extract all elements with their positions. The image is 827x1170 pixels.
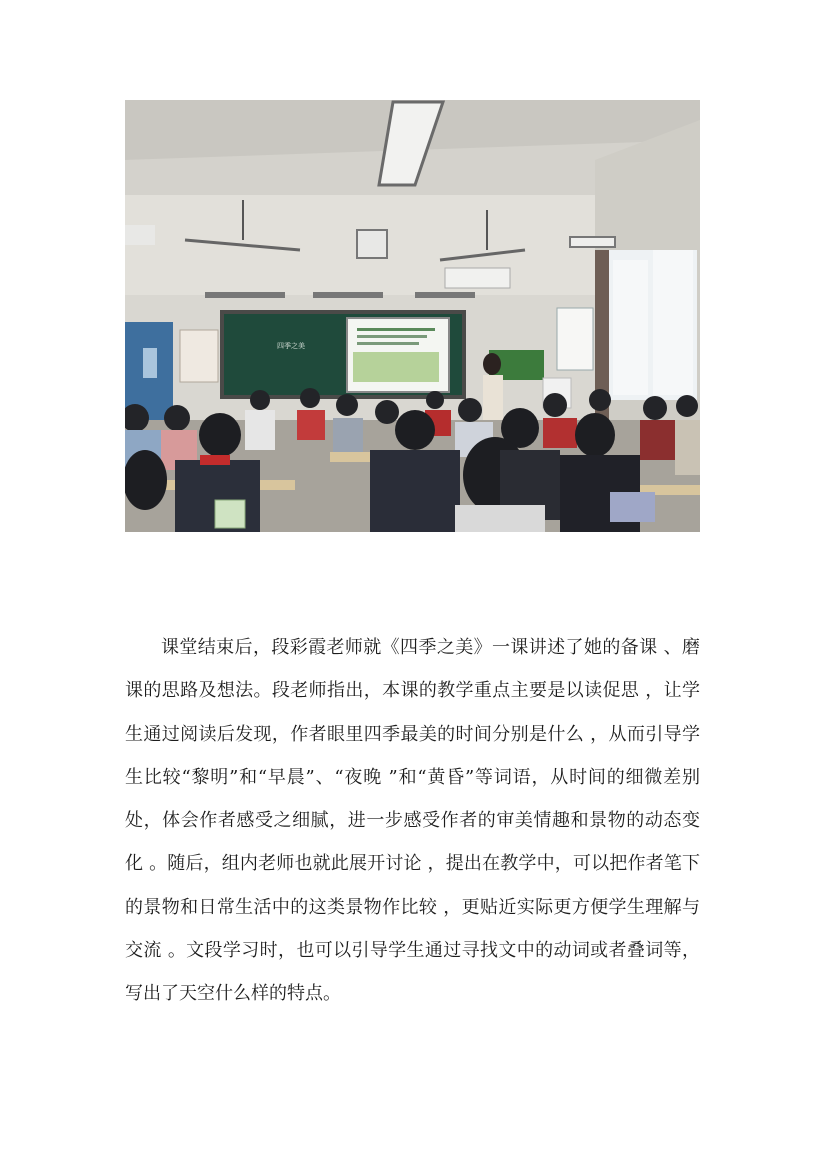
body-text	[125, 626, 700, 1016]
article-paragraph: 课堂结束后，段彩霞老师就《四季之美》一课讲述了她的备课 、磨课的思路及想法。段老师指出，本课的教学重点主要是以读促思 ，让学生通过阅读后发现，作者眼里四季最美的时间分别是什么 ，从而引导学生比较“黎明”和“早晨”、“夜晚 ”和“黄昏”等词语，从时间的细微差别处，体会作者感受之细腻，进一步感受作者的审美情趣和景物的动态变化 。随后，组内老师也就此展开讨论 ，提出在教学中，可以把作者笔下的景物和日常生活中的这类景物作比较 ，更贴近实际更方便学生理解与交流 。文段学习时，也可以引导学生通过寻找文中的动词或者叠词等，写出了天空什么样的特点。	[125, 637, 700, 1005]
classroom-photo	[125, 100, 700, 532]
blackboard-text: 四季之美	[277, 342, 305, 350]
